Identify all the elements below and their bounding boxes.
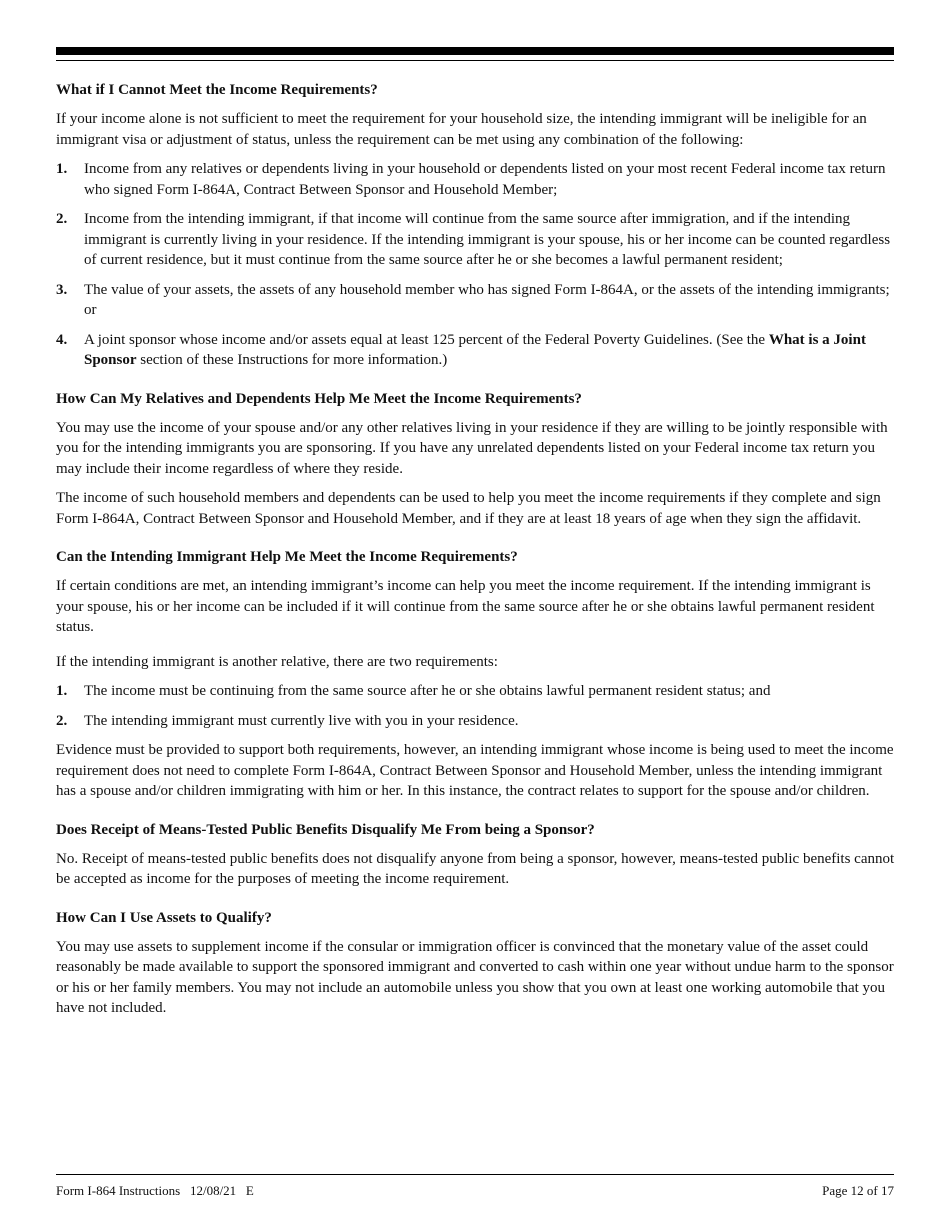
section-intending-immigrant [56, 547, 896, 802]
list-text: The value of your assets, the assets of any household member who has signed Form I-864A, or the assets of the intending immigrants; or [84, 281, 890, 318]
section-income-requirements [56, 80, 896, 371]
list-item [56, 209, 896, 271]
section-heading: How Can My Relatives and Dependents Help Me Meet the Income Requirements? [56, 390, 582, 407]
page-content [56, 80, 896, 1028]
numbered-list [56, 159, 896, 371]
numbered-list [56, 681, 896, 731]
joint-sponsor-reference: What is a Joint Sponsor [84, 331, 866, 368]
list-item [56, 280, 896, 321]
section-heading: How Can I Use Assets to Qualify? [56, 909, 272, 926]
header-thick-rule [56, 47, 894, 55]
section-heading: Can the Intending Immigrant Help Me Meet the Income Requirements? [56, 549, 518, 565]
paragraph: Evidence must be provided to support both requirements, however, an intending immigrant whose income is being used to meet the income requirement does not need to complete Form I-864A, Contract Between Sponsor and Household Member, unless the intending immigrant has a spouse and/or children immigrating with him or her. In this instance, the contract relates to support for the spouse and/or children. [56, 742, 894, 799]
footer-rule [56, 1174, 894, 1175]
section-heading: What if I Cannot Meet the Income Requirements? [56, 82, 378, 98]
list-item [56, 330, 896, 371]
footer-page-number: Page 12 of 17 [822, 1183, 894, 1198]
paragraph: You may use the income of your spouse and/or any other relatives living in your residence if they are willing to be jointly responsible with you for the intending immigrants you are sponsoring. If you have any unrelated dependents listed on your Federal income tax return you may include their income regardless of where they reside. [56, 419, 888, 477]
section-heading: Does Receipt of Means-Tested Public Benefits Disqualify Me From being a Sponsor? [56, 821, 595, 838]
paragraph: The income of such household members and dependents can be used to help you meet the income requirements if they complete and sign Form I-864A, Contract Between Sponsor and Household Member, and if they are at least 18 years of age when they sign the affidavit. [56, 490, 881, 527]
header-thin-rule [56, 60, 894, 61]
section-public-benefits [56, 820, 896, 890]
footer-form-id: Form I-864 Instructions 12/08/21 E [56, 1183, 254, 1198]
paragraph: If certain conditions are met, an intending immigrant’s income can help you meet the income requirement. If the intending immigrant is your spouse, his or her income can be included if it will continue from the same source after he or she obtains lawful permanent resident status. [56, 578, 875, 635]
list-number: 2. [56, 211, 68, 227]
list-text: A joint sponsor whose income and/or assets equal at least 125 percent of the Federal Poverty Guidelines. (See the [84, 331, 769, 348]
section-relatives-dependents [56, 389, 896, 530]
list-text: The income must be continuing from the same source after he or she obtains lawful permanent resident status; and [84, 683, 771, 699]
list-number: 1. [56, 683, 68, 699]
list-text: The intending immigrant must currently live with you in your residence. [84, 712, 519, 729]
paragraph: No. Receipt of means-tested public benefits does not disqualify anyone from being a sponsor, however, means-tested public benefits cannot be accepted as income for the purposes of meeting the income requirement. [56, 850, 895, 887]
list-number: 4. [56, 331, 68, 348]
list-number: 1. [56, 161, 68, 177]
list-text: Income from the intending immigrant, if that income will continue from the same source after immigration, and if the intending immigrant is currently living in your residence. If the intending immigrant is your spouse, his or her income can be counted regardless of current residence, but it must continue from the same source after he or she becomes a lawful permanent resident; [84, 211, 891, 268]
list-number: 2. [56, 712, 68, 729]
list-number: 3. [56, 281, 68, 298]
list-text: section of these Instructions for more information.) [136, 352, 448, 368]
paragraph: You may use assets to supplement income if the consular or immigration officer is convinced that the monetary value of the asset could reasonably be made available to support the sponsored immigrant and converted to cash within one year without undue harm to the sponsor or his or her family members. You may not include an automobile unless you show that you own at least one working automobile that you have not included. [56, 938, 894, 1016]
list-item [56, 681, 896, 702]
list-item [56, 159, 896, 200]
list-text: Income from any relatives or dependents living in your household or dependents listed on your most recent Federal income tax return who signed Form I-864A, Contract Between Sponsor and Household Member; [84, 161, 886, 198]
paragraph: If your income alone is not sufficient to meet the requirement for your household size, the intending immigrant will be ineligible for an immigrant visa or adjustment of status, unless the requirement can be met using any combination of the following: [56, 111, 867, 148]
list-item [56, 711, 896, 732]
section-assets [56, 908, 896, 1019]
paragraph: If the intending immigrant is another relative, there are two requirements: [56, 653, 498, 670]
